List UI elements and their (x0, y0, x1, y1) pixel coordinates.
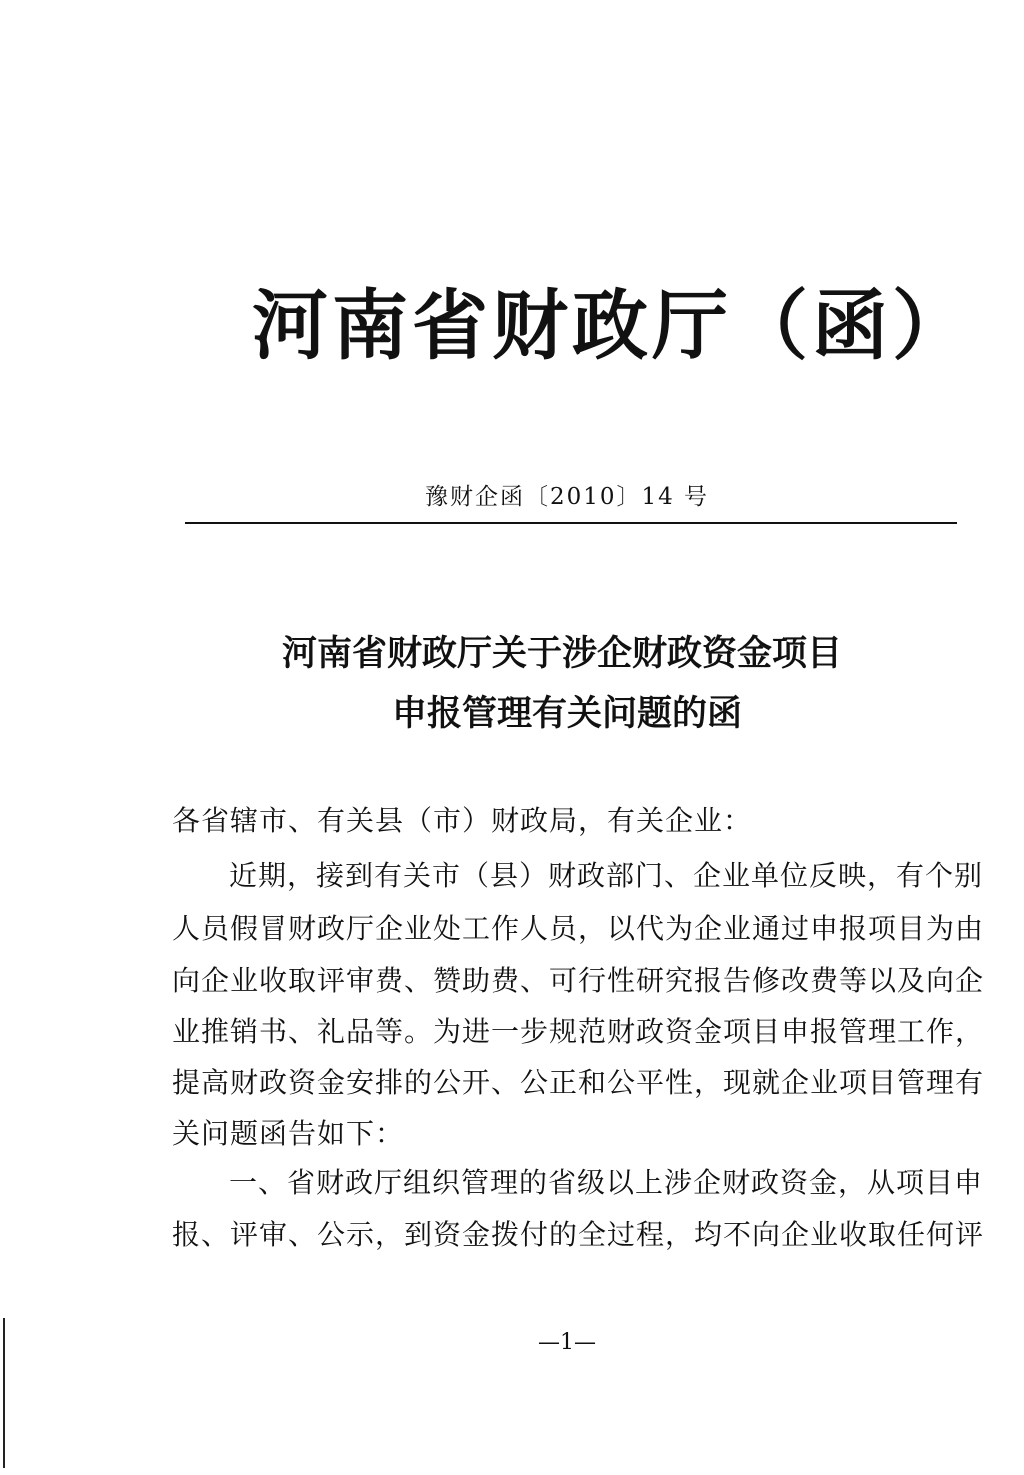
letter-title-line-1: 河南省财政厅关于涉企财政资金项目 (281, 634, 842, 674)
body-line: 业推销书、礼品等。为进一步规范财政资金项目申报管理工作， (172, 1015, 985, 1048)
body-line: 近期，接到有关市（县）财政部门、企业单位反映，有个别 (229, 859, 984, 892)
header-divider (185, 522, 957, 524)
page-number: —1— (538, 1330, 596, 1355)
issuer-header-title: 河南省财政厅（函） (252, 281, 972, 370)
body-line: 关问题函告如下： (172, 1117, 405, 1150)
body-line: 一、省财政厅组织管理的省级以上涉企财政资金，从项目申 (229, 1166, 984, 1199)
salutation: 各省辖市、有关县（市）财政局，有关企业： (172, 804, 753, 837)
letter-title-line-2: 申报管理有关问题的函 (391, 694, 742, 734)
body-line: 提高财政资金安排的公开、公正和公平性，现就企业项目管理有 (172, 1066, 985, 1099)
body-line: 报、评审、公示，到资金拨付的全过程，均不向企业收取任何评 (172, 1218, 985, 1251)
body-line: 向企业收取评审费、赞助费、可行性研究报告修改费等以及向企 (172, 964, 985, 997)
body-line: 人员假冒财政厅企业处工作人员，以代为企业通过申报项目为由 (172, 912, 985, 945)
document-number: 豫财企函〔2010〕14 号 (424, 484, 710, 510)
